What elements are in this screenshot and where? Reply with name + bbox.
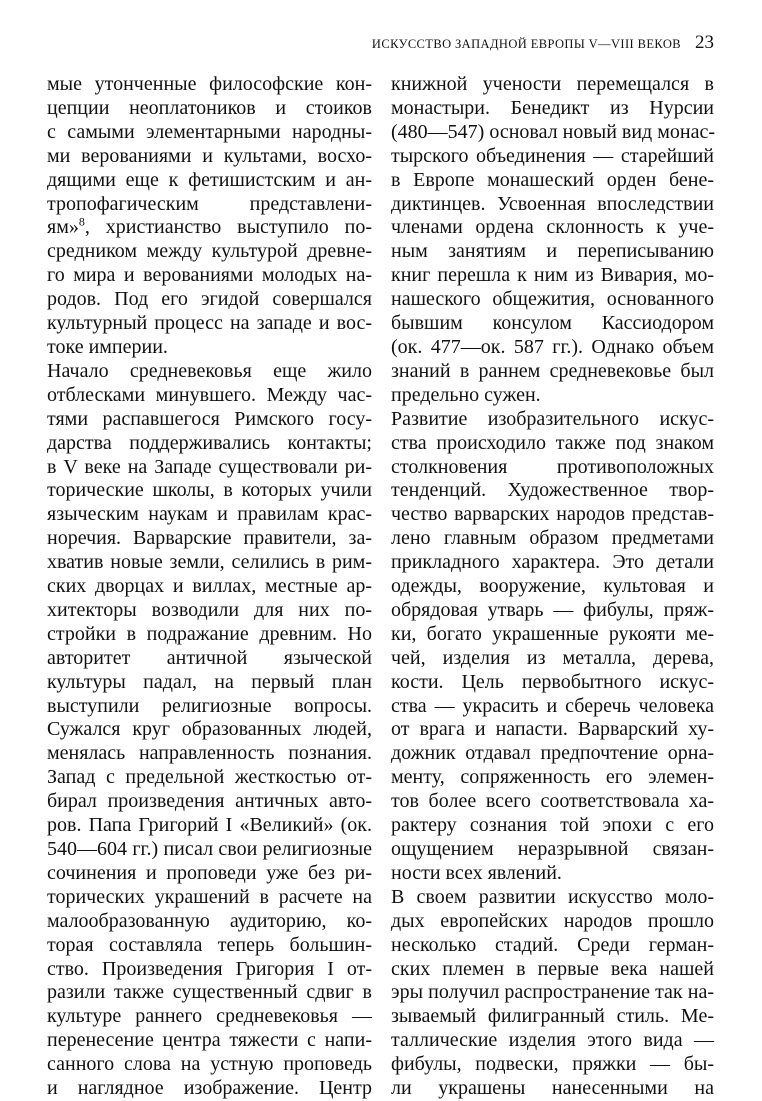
text-line: ство. Произведения Григория I от- [47,957,372,980]
text-line: тенденций. Художественное твор- [391,479,714,502]
text-line: книжной учености перемещался в [391,73,714,95]
text-line: отблесками минувшего. Между час- [47,383,372,406]
text-line: ров. Папа Григорий I «Великий» (ок. [47,814,372,837]
text-line: от врага и напасти. Варварский ху- [391,718,714,741]
text-line: языческим наукам и правилам крас- [47,503,372,526]
text-line: ства — украсить и сберечь человека [391,694,714,717]
text-line: лено главным образом предметами [391,527,714,550]
text-line: малообразованную аудиторию, ко- [47,909,372,932]
text-line: токе империи. [47,335,168,358]
text-line: монастыри. Бенедикт из Нурсии [391,96,714,119]
text-line: Развитие изобразительного искус- [391,407,714,430]
footnote-marker: 8 [78,214,85,229]
text-line: дарства поддерживались контакты; [47,431,372,454]
text-line: бывшим консулом Кассиодором [391,312,714,335]
page-header [372,32,714,54]
text-line: цепции неоплатоников и стоиков [47,96,372,119]
text-line: дящими еще к фетишистским и ан- [47,168,372,191]
text-line: культуре раннего средневековья — [47,1005,372,1028]
text-line: ки, богато украшенные рукояти ме- [391,622,714,645]
text-line: сочинения и проповеди уже без ри- [47,861,372,884]
text-line: тырского объединения — старейший [391,144,714,167]
text-line: фибулы, подвески, пряжки — бы- [391,1053,714,1076]
text-line: в Европе монашеский орден бене- [391,168,714,191]
text-line: предельно сужен. [391,383,541,406]
text-line: тропофагическим представлени- [47,192,372,215]
text-line: хватив новые земли, селились в рим- [47,551,372,574]
text-line: рактеру сознания той эпохи с его [391,814,714,837]
text-line: прикладного характера. Это детали [391,551,714,574]
text-line: тов более всего соответствовала ха- [391,790,714,813]
text-line: санного слова на устную проповедь [47,1053,372,1076]
text-line: (ок. 477—ок. 587 гг.). Однако объем [391,335,714,358]
text-line-fragment: ям» [47,216,79,239]
text-line-fragment: , христианство выступило по- [84,216,372,239]
text-line: одежды, вооружение, культовая и [391,575,714,598]
text-line: столкновения противоположных [391,455,714,478]
left-text-column [47,73,372,1101]
text-line: книг перешла к ним из Вивария, мо- [391,264,714,287]
text-line: зываемый филигранный стиль. Ме- [391,1005,714,1028]
text-line: бирал произведения античных авто- [47,790,372,813]
text-line: родов. Под его эгидой совершался [47,288,372,311]
text-line: культурный процесс на западе и вос- [47,312,372,335]
text-line: менялась направленность познания. [47,742,372,765]
text-line: ности всех явлений. [391,861,562,884]
text-line: и наглядное изображение. Центр [47,1077,372,1100]
text-line: выступили религиозные вопросы. [47,694,372,717]
text-line: Сужался круг образованных людей, [47,718,372,741]
text-line: дых европейских народов прошло [391,909,714,932]
text-line: хитекторы возводили для них по- [47,598,372,621]
text-line: ным занятиям и переписыванию [391,240,714,263]
text-line: несколько стадий. Среди герман- [391,933,714,956]
text-line: членами ордена склонность к уче- [391,216,714,239]
text-line: с самыми элементарными народны- [47,120,372,143]
text-line: перенесение центра тяжести с напи- [47,1029,372,1052]
page-number: 23 [695,32,714,53]
text-line: го мира и верованиями молодых на- [47,264,372,287]
running-head: ИСКУССТВО ЗАПАДНОЙ ЕВРОПЫ V—VIII ВЕКОВ [371,37,681,51]
text-line: В своем развитии искусство моло- [391,885,714,908]
text-line: обрядовая утварь — фибулы, пряж- [391,598,714,621]
text-line: знаний в раннем средневековье был [391,359,714,382]
right-text-column [391,73,714,1101]
text-line: дожник отдавал предпочтение орна- [391,742,714,765]
text-line: чество варварских народов представ- [391,503,714,526]
text-line: ми верованиями и культами, восхо- [47,144,372,167]
text-line: 540—604 гг.) писал свои религиозные [47,838,372,860]
text-line: менту, сопряженность его элемен- [391,766,714,789]
text-line: нашеского общежития, основанного [391,288,714,311]
text-line: эры получил распространение так на- [391,981,714,1004]
text-line: Начало средневековья еще жило [47,359,372,382]
text-line: кости. Цель первобытного искус- [391,670,714,693]
text-line: торая составляла теперь большин- [47,933,372,956]
text-line: Запад с предельной жесткостью от- [47,766,372,789]
text-line: культуры падал, на первый план [47,670,372,693]
text-line: средником между культурой древне- [47,240,372,263]
text-line: ощущением неразрывной связан- [391,838,714,860]
text-line: ства происходило также под знаком [391,431,714,454]
text-line [47,216,372,240]
text-line: (480—547) основал новый вид монас- [391,120,715,143]
text-line: диктинцев. Усвоенная впоследствии [391,192,714,215]
text-line: ли украшены нанесенными на [391,1077,714,1100]
text-line: торические школы, в которых учили [47,479,372,502]
text-line: торических украшений в расчете на [47,885,372,908]
text-line: тями распавшегося Римского госу- [47,407,372,430]
text-line: в V веке на Западе существовали ри- [47,455,372,478]
text-line: ских племен в первые века нашей [391,957,714,980]
text-line: норечия. Варварские правители, за- [47,527,372,550]
text-line: стройки в подражание древним. Но [47,622,372,645]
text-line: чей, изделия из металла, дерева, [391,646,714,669]
text-line: авторитет античной языческой [47,646,372,669]
text-line: ских дворцах и виллах, местные ар- [47,575,372,598]
text-line: разили также существенный сдвиг в [47,981,372,1004]
text-line: таллические изделия этого вида — [391,1029,714,1052]
text-line: мые утонченные философские кон- [47,73,372,95]
